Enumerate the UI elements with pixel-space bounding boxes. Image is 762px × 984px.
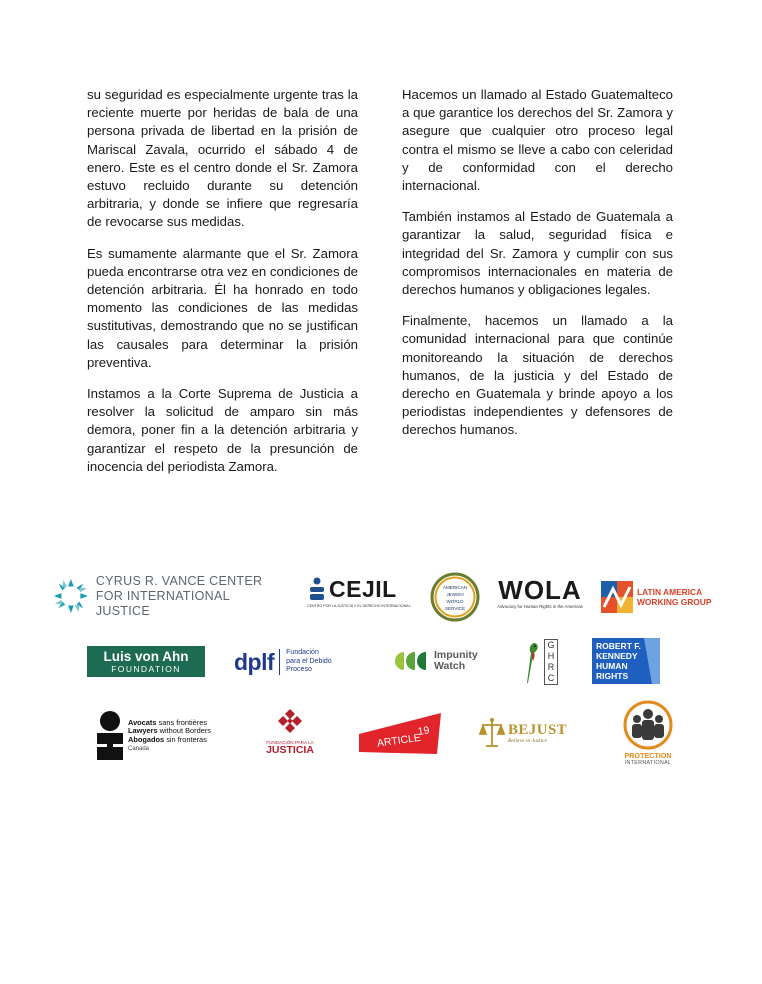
rfk-line2: KENNEDY (596, 651, 638, 661)
paragraph: Es sumamente alarmante que el Sr. Zamora pueda encontrarse otra vez en condiciones de detención arbitraria. Él ha honrado en todo momento las condiciones de las medidas sustitutivas, demostrando que no se justifican las causales para determinar la prisión preventiva. (87, 245, 358, 370)
paragraph: También instamos al Estado de Guatemala a garantizar la salud, seguridad física e integridad del Sr. Zamora y cumplir con sus compromisos internacionales en materia de derechos humanos y obligaciones legales. (402, 209, 673, 298)
rfk-line3: HUMAN (596, 661, 628, 671)
ajws-line1: AMERICAN (442, 585, 468, 590)
rfk-line1: ROBERT F. (596, 641, 641, 651)
vance-line1: CYRUS R. VANCE CENTER (95, 573, 263, 588)
asf-line1a: Avocats (128, 717, 157, 727)
protection-international-logo (617, 700, 679, 770)
asf-line4: Canada (128, 745, 150, 752)
quetzal-bird-icon (522, 639, 542, 685)
paragraph: Instamos a la Corte Suprema de Justicia a resolver la solicitud de amparo sin más demora, poner fin a la detención arbitraria y garantizar el respeto de la presunción de inocencia del periodista Zamora. (87, 386, 358, 474)
ghrc-letter: H (547, 651, 555, 661)
dplf-mark: dplf (234, 648, 275, 675)
vance-star-icon (52, 576, 90, 616)
vance-center-logo (52, 573, 277, 618)
ajws-line4: SERVICE (444, 606, 466, 611)
article19-name: ARTICLE (376, 731, 422, 750)
protection-line1: PROTECTION (624, 751, 672, 760)
paragraph: su seguridad es especialmente urgente tras la reciente muerte por heridas de bala de una persona privada de libertad en la prisión de Mariscal Zavala, ocurrido el sábado 4 de enero. Este es el centro donde el Sr. Zamora estuvo recluido durante su detención arbitraria, y donde se infiere que regresaría de revocarse sus medidas. (87, 87, 358, 230)
vance-line2: FOR INTERNATIONAL JUSTICE (95, 588, 230, 618)
ghrc-logo (522, 638, 562, 686)
ajws-line3: WORLD (446, 599, 464, 604)
bejust-tagline: Believe in Justice (508, 738, 548, 744)
dplf-logo (234, 646, 356, 678)
dplf-line3: Proceso (286, 666, 312, 674)
lawg-line1: LATIN AMERICA (637, 587, 703, 597)
rfk-logo (592, 638, 660, 684)
cejil-logo (307, 576, 413, 614)
cejil-figure-icon (307, 577, 327, 603)
scales-icon (479, 717, 505, 749)
paragraph: Hacemos un llamado al Estado Guatemalteco a que garantice los derechos del Sr. Zamora y asegure que cualquier otro proceso legal contra el mismo se lleve a cabo con celeridad y de conformidad con el derecho internacional. (402, 87, 673, 194)
lva-line1: Luis von Ahn (103, 649, 189, 664)
right-column (402, 86, 673, 453)
left-column (87, 86, 358, 489)
lawg-logo (601, 580, 713, 614)
article19-num: 19 (416, 724, 431, 738)
paragraph: Finalmente, hacemos un llamado a la comunidad internacional para que continúe monitoreando la situación de derechos humanos, de la justicia y del Estado de derecho en Guatemala y brinde apoyo a los periodistas independientes y defensores de derechos humanos. (402, 313, 673, 438)
lva-line2: FOUNDATION (111, 664, 181, 674)
dplf-line2: para el Debido (286, 657, 332, 665)
asf-line2b: without Borders (157, 726, 211, 736)
ghrc-letter: C (547, 673, 555, 683)
fpj-line1: FUNDACIÓN PARA LA (266, 740, 314, 745)
asf-line1b: sans frontières (156, 717, 208, 727)
asf-logo (96, 710, 221, 762)
wola-logo (494, 576, 586, 614)
fpj-line2: JUSTICIA (266, 744, 314, 756)
fpj-logo (264, 708, 316, 760)
asf-line3b: sin fronteras (164, 735, 207, 744)
impunity-line2: Watch (434, 660, 466, 672)
ghrc-letter: G (547, 640, 555, 650)
ajws-circle-icon (430, 572, 480, 622)
impunity-line1: Impunity (434, 649, 478, 661)
asf-figure-icon (96, 711, 124, 761)
cejil-tagline: CENTRO POR LA JUSTICIA Y EL DERECHO INTERNACIONAL (307, 604, 411, 608)
asf-line2a: Lawyers (128, 726, 158, 736)
bejust-name: BEJUST (508, 722, 568, 738)
wola-name: WOLA (498, 575, 582, 605)
bejust-logo (479, 716, 569, 750)
rfk-line4: RIGHTS (596, 671, 629, 681)
impunity-leaf-icon (393, 650, 431, 672)
dplf-divider (279, 649, 280, 675)
lawg-mosaic-icon (601, 581, 633, 613)
ajws-logo (430, 572, 480, 622)
protection-line2: INTERNATIONAL (624, 760, 672, 766)
article19-logo (357, 712, 443, 756)
ghrc-letter: R (547, 662, 555, 672)
cejil-name: CEJIL (329, 576, 397, 602)
wola-tagline: Advocacy for Human Rights in the Americas (497, 604, 583, 609)
impunity-watch-logo (393, 648, 489, 674)
protection-people-icon (623, 700, 673, 750)
dplf-line1: Fundación (286, 649, 319, 657)
fpj-pattern-icon (275, 708, 305, 738)
asf-line3a: Abogados (128, 735, 165, 744)
luis-von-ahn-logo (87, 646, 205, 677)
ajws-line2: JEWISH (446, 592, 464, 597)
lawg-line2: WORKING GROUP (637, 597, 712, 607)
article19-banner (357, 712, 443, 756)
